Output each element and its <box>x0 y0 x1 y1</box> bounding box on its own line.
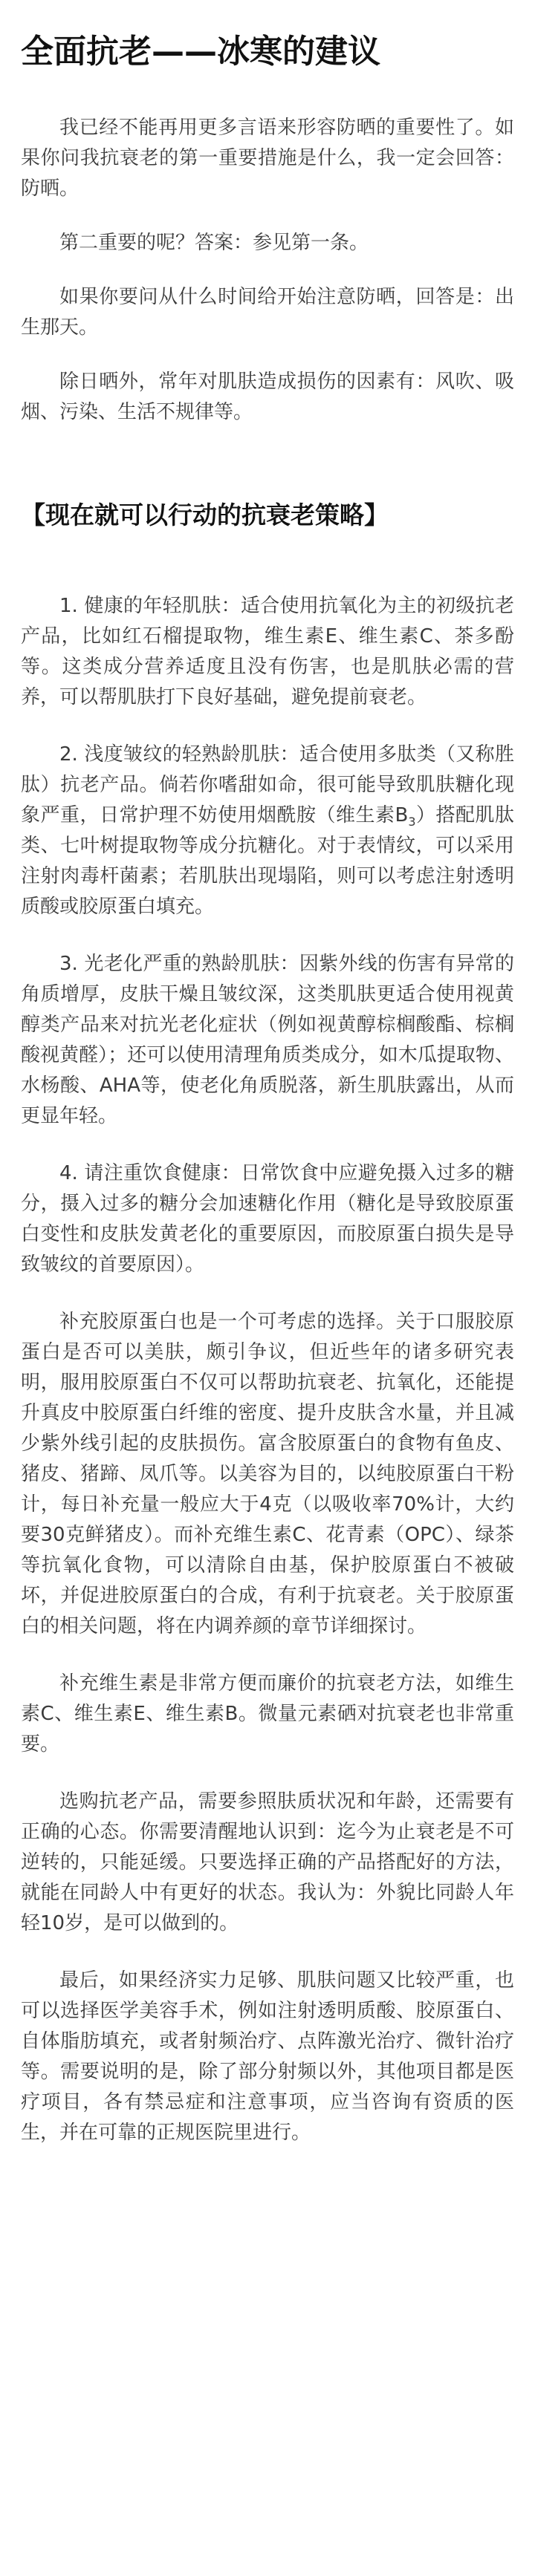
strategy-item: 选购抗老产品，需要参照肤质状况和年龄，还需要有正确的心态。你需要清醒地认识到：迄今为止衰老是不可逆转的，只能延缓。只要选择正确的产品搭配好的方法，就能在同龄人中有更好的状态。我认为：外貌比同龄人年轻10岁，是可以做到的。 <box>21 1790 514 1934</box>
strategy-list <box>21 591 514 2148</box>
article-title: 全面抗老——冰寒的建议 <box>21 33 380 71</box>
subscript: 3 <box>408 815 416 829</box>
intro-paragraph: 第二重要的呢？答案：参见第一条。 <box>59 232 369 254</box>
strategy-item: 4. 请注重饮食健康：日常饮食中应避免摄入过多的糖分，摄入过多的糖分会加速糖化作用（糖化是导致胶原蛋白变性和皮肤发黄老化的重要原因，而胶原蛋白损失是导致皱纹的首要原因）。 <box>21 1162 514 1276</box>
intro-paragraph: 如果你要问从什么时间给开始注意防晒，回答是：出生那天。 <box>21 286 514 339</box>
strategy-item: 最后，如果经济实力足够、肌肤问题又比较严重，也可以选择医学美容手术，例如注射透明质酸、胶原蛋白、自体脂肪填充，或者射频治疗、点阵激光治疗、微针治疗等。需要说明的是，除了部分射频以外，其他项目都是医疗项目，各有禁忌症和注意事项，应当咨询有资质的医生，并在可靠的正规医院里进行。 <box>21 1969 514 2144</box>
strategy-item <box>21 740 514 922</box>
strategy-item: 3. 光老化严重的熟龄肌肤：因紫外线的伤害有异常的角质增厚，皮肤干燥且皱纹深，这类肌肤更适合使用视黄醇类产品来对抗光老化症状（例如视黄醇棕榈酸酯、棕榈酸视黄醛）；还可以使用清理角质类成分，如木瓜提取物、水杨酸、AHA等，使老化角质脱落，新生肌肤露出，从而更显年轻。 <box>21 953 514 1127</box>
strategy-item: 1. 健康的年轻肌肤：适合使用抗氧化为主的初级抗老产品，比如红石榴提取物，维生素E、维生素C、茶多酚等。这类成分营养适度且没有伤害，也是肌肤必需的营养，可以帮肌肤打下良好基础，避免提前衰老。 <box>21 595 514 708</box>
strategy-item-text: ）搭配肌肽类、七叶树提取物等成分抗糖化。对于表情纹，可以采用注射肉毒杆菌素；若肌肤出现塌陷，则可以考虑注射透明质酸或胶原蛋白填充。 <box>21 804 514 918</box>
section-heading: 【现在就可以行动的抗衰老策略】 <box>21 500 389 529</box>
strategy-item: 补充胶原蛋白也是一个可考虑的选择。关于口服胶原蛋白是否可以美肤，颇引争议，但近些年的诸多研究表明，服用胶原蛋白不仅可以帮助抗衰老、抗氧化，还能提升真皮中胶原蛋白纤维的密度、提升皮肤含水量，并且减少紫外线引起的皮肤损伤。富含胶原蛋白的食物有鱼皮、猪皮、猪蹄、凤爪等。以美容为目的，以纯胶原蛋白干粉计，每日补充量一般应大于4克（以吸收率70%计，大约要30克鲜猪皮）。而补充维生素C、花青素（OPC）、绿茶等抗氧化食物，可以清除自由基，保护胶原蛋白不被破坏，并促进胶原蛋白的合成，有利于抗衰老。关于胶原蛋白的相关问题，将在内调养颜的章节详细探讨。 <box>21 1311 514 1637</box>
intro-paragraph: 除日晒外，常年对肌肤造成损伤的因素有：风吹、吸烟、污染、生活不规律等。 <box>21 371 514 423</box>
strategy-item: 补充维生素是非常方便而廉价的抗衰老方法，如维生素C、维生素E、维生素B。微量元素硒对抗衰老也非常重要。 <box>21 1672 514 1755</box>
intro-paragraph: 我已经不能再用更多言语来形容防晒的重要性了。如果你问我抗衰老的第一重要措施是什么，我一定会回答：防晒。 <box>21 117 514 200</box>
strategy-item-text: 2. 浅度皱纹的轻熟龄肌肤：适合使用多肽类（又称胜肽）抗老产品。倘若你嗜甜如命，很可能导致肌肤糖化现象严重，日常护理不妨使用烟酰胺（维生素B <box>21 743 514 826</box>
